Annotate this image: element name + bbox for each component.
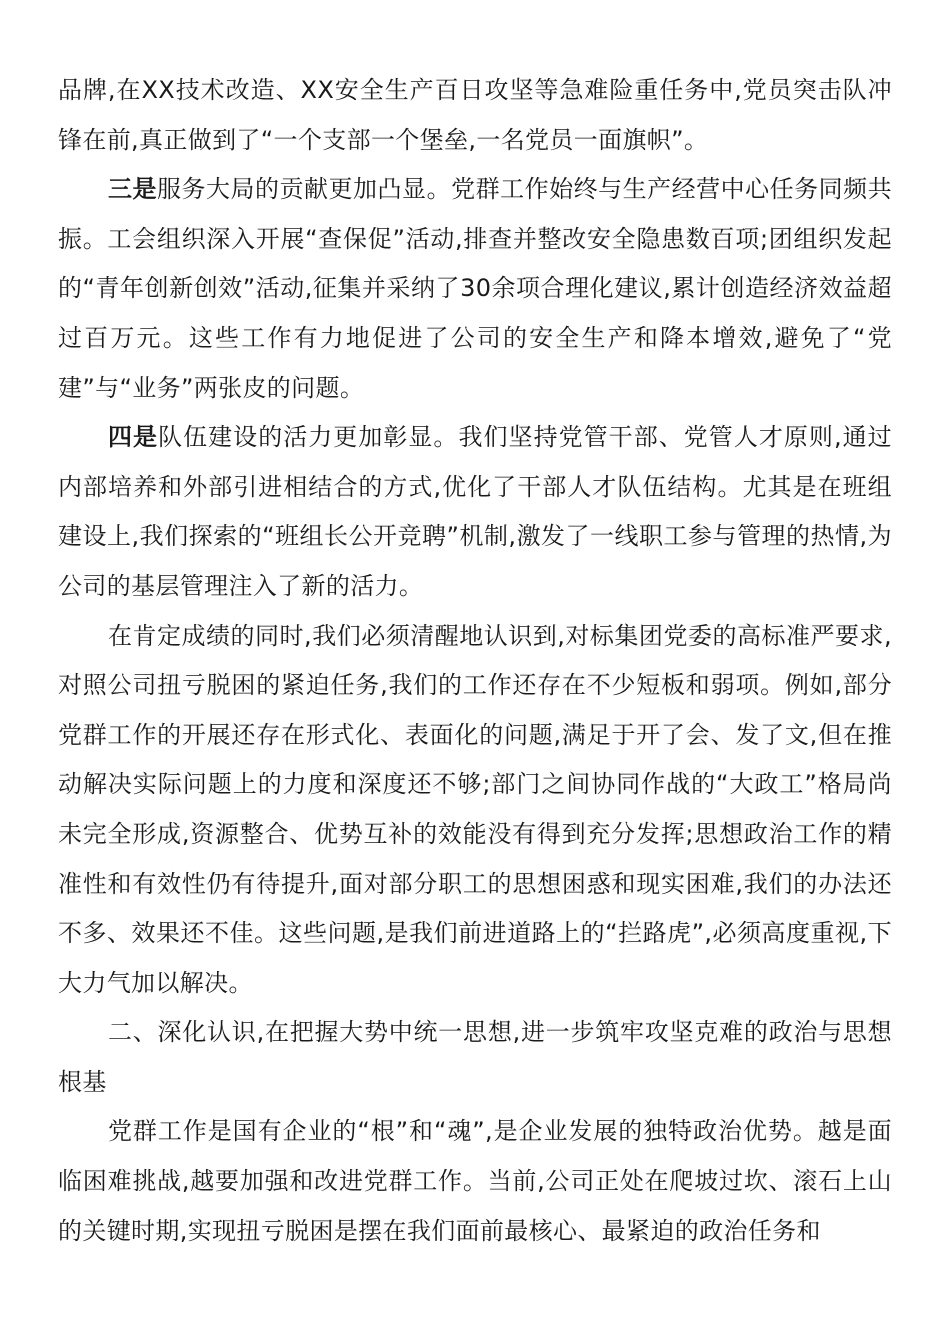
paragraph-point-three [58,165,892,413]
paragraph-shortcomings: 在肯定成绩的同时,我们必须清醒地认识到,对标集团党委的高标准严要求,对照公司扭亏脱困的紧迫任务,我们的工作还存在不少短板和弱项。例如,部分党群工作的开展还存在形式化、表面化的问题,满足于开了会、发了文,但在推动解决实际问题上的力度和深度还不够;部门之间协同作战的“大政工”格局尚未完全形成,资源整合、优势互补的效能没有得到充分发挥;思想政治工作的精准性和有效性仍有待提升,面对部分职工的思想困惑和现实困难,我们的办法还不多、效果还不佳。这些问题,是我们前进道路上的“拦路虎”,必须高度重视,下大力气加以解决。 [58,621,892,997]
paragraph-point-four [58,413,892,611]
point-three-lead: 三是 [108,175,158,204]
point-four-lead: 四是 [108,423,159,452]
section-heading-two: 二、深化认识,在把握大势中统一思想,进一步筑牢攻坚克难的政治与思想根基 [58,1018,892,1096]
point-four-text: 队伍建设的活力更加彰显。我们坚持党管干部、党管人才原则,通过内部培养和外部引进相结合的方式,优化了干部人才队伍结构。尤其是在班组建设上,我们探索的“班组长公开竞聘”机制,激发了一线职工参与管理的热情,为公司的基层管理注入了新的活力。 [58,423,892,600]
paragraph-continuation: 品牌,在XX技术改造、XX安全生产百日攻坚等急难险重任务中,党员突击队冲锋在前,真正做到了“一个支部一个堡垒,一名党员一面旗帜”。 [58,76,892,154]
point-three-text: 服务大局的贡献更加凸显。党群工作始终与生产经营中心任务同频共振。工会组织深入开展“查保促”活动,排查并整改安全隐患数百项;团组织发起的“青年创新创效”活动,征集并采纳了30余项合理化建议,累计创造经济效益超过百万元。这些工作有力地促进了公司的安全生产和降本增效,避免了“党建”与“业务”两张皮的问题。 [58,175,893,402]
document-body [58,66,892,1256]
paragraph-section-two-intro: 党群工作是国有企业的“根”和“魂”,是企业发展的独特政治优势。越是面临困难挑战,越要加强和改进党群工作。当前,公司正处在爬坡过坎、滚石上山的关键时期,实现扭亏脱困是摆在我们面前最核心、最紧迫的政治任务和 [58,1117,892,1245]
